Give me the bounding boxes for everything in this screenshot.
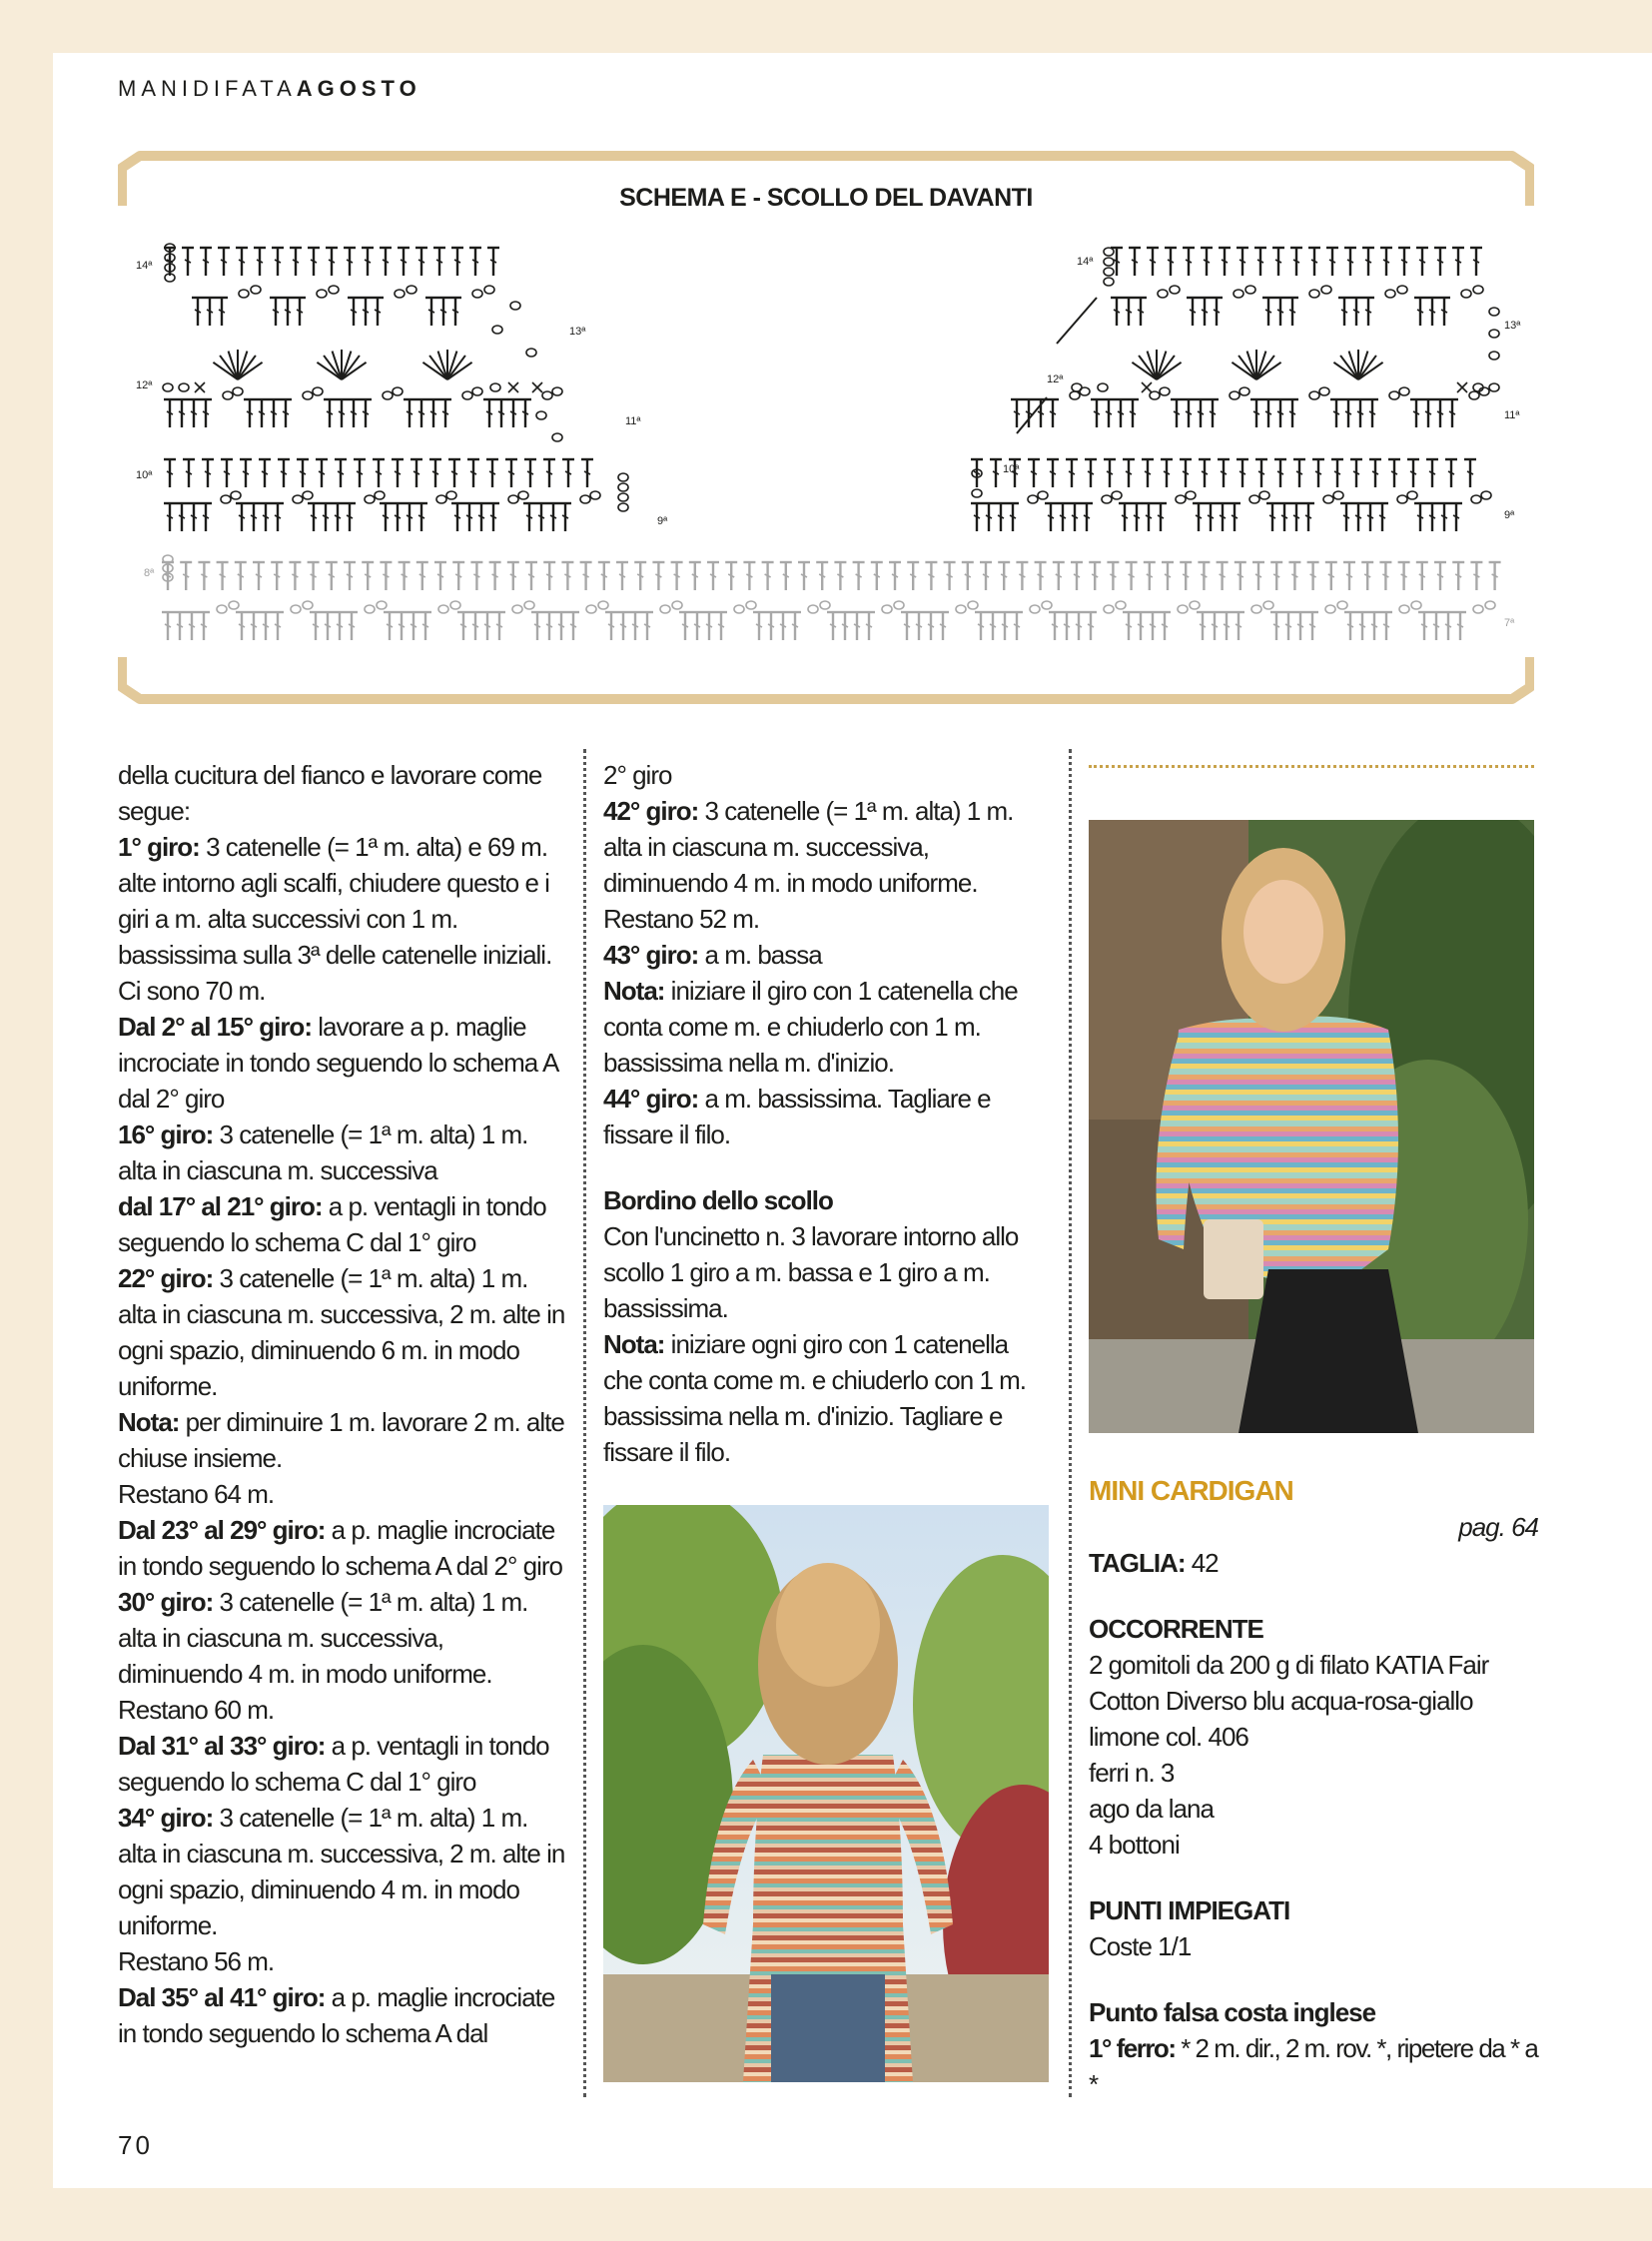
stitch-chain (462, 391, 472, 399)
stitch-chain (956, 605, 966, 613)
stitch-chain (446, 491, 456, 499)
stitch-chain (542, 391, 552, 399)
stitch-chain (1259, 491, 1269, 499)
stitch-chain (1072, 383, 1082, 391)
stitch-row-1: 1° ferro: * 2 m. dir., 2 m. rov. *, ripetere da * a * (1089, 2033, 1538, 2099)
spacer (1089, 1863, 1538, 1892)
row-label-8-left: 8ª (144, 567, 155, 579)
stitch-chain (1234, 290, 1243, 298)
row-label-11-right: 11ª (1504, 409, 1520, 421)
stitch-fan-ray (429, 356, 447, 379)
stitch-chain (1469, 391, 1479, 399)
size-line: TAGLIA: 42 (1089, 1548, 1219, 1578)
stitch-chain (1407, 491, 1417, 499)
stitch-chain (672, 601, 682, 609)
para-2-9: Nota: iniziare ogni giro con 1 catenella che conta come m. e chiuderlo con 1 m. bassissima nella m. d'inizio. Tagliare e fissare il filo. (603, 1329, 1027, 1467)
stitch-chain (313, 387, 323, 395)
stitch-chain (894, 601, 904, 609)
stitch-chain (1160, 387, 1170, 395)
row-label-9-mid: 9ª (657, 515, 668, 527)
spacer (1089, 1581, 1538, 1611)
magazine-name: MANIDIFATA (118, 76, 297, 101)
stitch-chain (1104, 278, 1114, 286)
stitch-chain (436, 495, 446, 503)
stitch-chain (317, 290, 327, 298)
row-label-13-right: 13ª (1504, 320, 1521, 332)
stitch-chain (1489, 308, 1499, 316)
stitch-chain (1116, 601, 1126, 609)
stitch-chain (1473, 605, 1483, 613)
stitch-chain (1178, 605, 1188, 613)
material-needles: ferri n. 3 (1089, 1758, 1175, 1788)
chart-title: SCHEMA E - SCOLLO DEL DAVANTI (619, 184, 1033, 212)
page-reference: pag. 64 (1458, 1512, 1538, 1542)
material-buttons: 4 bottoni (1089, 1830, 1180, 1860)
stitch-slip-line (1017, 397, 1047, 433)
stitch-chain (882, 605, 892, 613)
stitch-chain (291, 605, 301, 613)
stitch-single (1457, 382, 1467, 392)
stitch-chain (1309, 290, 1319, 298)
stitch-chain (1038, 491, 1048, 499)
para-1-1: 1° giro: 3 catenelle (= 1ª m. alta) e 69 m. alte intorno agli scalfi, chiudere questo e i giri a m. alta successivi con 1 m. bassissima sulla 3ª delle catenelle iniziali. (118, 832, 552, 970)
stitch-slip-line (1057, 298, 1097, 344)
stitch-symbols (118, 148, 1534, 707)
column-separator-1 (583, 749, 586, 2097)
stitch-chain (1399, 387, 1409, 395)
para-1-2: Ci sono 70 m. (118, 976, 266, 1006)
stitch-chain (1098, 383, 1108, 391)
column-1 (118, 757, 567, 2051)
para-1-10: 30° giro: 3 catenelle (= 1ª m. alta) 1 m. alta in ciascuna m. successiva, diminuendo 4 m. in modo uniforme. (118, 1587, 528, 1689)
stitch-chain (508, 495, 518, 503)
stitch-chain (1385, 290, 1395, 298)
stitch-chain (580, 495, 590, 503)
stitch-chain (1397, 495, 1407, 503)
stitch-chain (552, 387, 562, 395)
photo-front-view (1089, 820, 1534, 1433)
stitch-fan-ray (220, 356, 238, 379)
stitch-chain (1489, 383, 1499, 391)
row-label-11-mid: 11ª (625, 415, 641, 427)
stitch-chain (1030, 605, 1040, 613)
stitch-chain (618, 493, 628, 501)
stitch-chain (383, 391, 393, 399)
stitch-chain (808, 605, 818, 613)
stitch-chain (239, 290, 249, 298)
stitch-chain (618, 483, 628, 491)
stitch-chain (1389, 391, 1399, 399)
stitch-chain (450, 601, 460, 609)
stitch-chain (365, 605, 375, 613)
spacer (603, 1152, 1053, 1182)
pattern-title: MINI CARDIGAN (1089, 1475, 1293, 1506)
stitch-chain (393, 387, 403, 395)
stitch-fan-ray (238, 356, 256, 379)
material-yarn: 2 gomitoli da 200 g di filato KATIA Fair Cotton Diverso blu acqua-rosa-giallo limone col. 406 (1089, 1650, 1489, 1752)
para-1-12: Dal 31° al 33° giro: a p. ventagli in tondo seguendo lo schema C dal 1° giro (118, 1731, 549, 1797)
stitch-chain (1481, 491, 1491, 499)
para-2-8: Con l'uncinetto n. 3 lavorare intorno allo scollo 1 giro a m. bassa e 1 giro a m. bassissima. (603, 1221, 1019, 1323)
stitch-chain (1070, 391, 1080, 399)
running-head (118, 76, 421, 102)
stitch-chain (329, 286, 339, 294)
stitch-chain (1176, 495, 1186, 503)
stitch-chain (1319, 387, 1329, 395)
front-view-image (1089, 820, 1534, 1433)
stitch-chain (365, 495, 375, 503)
stitch-chain (1186, 491, 1196, 499)
stitch-chain (1112, 491, 1122, 499)
stitch-chain (375, 491, 385, 499)
stitch-chain (1104, 605, 1114, 613)
stitch-chain (1325, 605, 1335, 613)
stitch-chain (1461, 290, 1471, 298)
stitch-chain (438, 605, 448, 613)
stitch-chain (1333, 491, 1343, 499)
stitch-chain (590, 491, 600, 499)
stitch-chain (223, 391, 233, 399)
material-needle: ago da lana (1089, 1794, 1214, 1824)
row-label-9-right: 9ª (1504, 509, 1515, 521)
stitch-chain (1042, 601, 1052, 609)
stitch-chain (510, 302, 520, 310)
row-label-14-midright: 14ª (1077, 256, 1094, 268)
stitch-chain (1321, 286, 1331, 294)
para-2-4: Nota: iniziare il giro con 1 catenella che conta come m. e chiuderlo con 1 m. bassissima nella m. d'inizio. (603, 976, 1018, 1078)
row-label-12-left: 12ª (136, 379, 153, 391)
para-1-9: Dal 23° al 29° giro: a p. maglie incrociate in tondo seguendo lo schema A dal 2° giro (118, 1515, 562, 1581)
stitch-chain (1245, 286, 1255, 294)
stitch-single (508, 382, 518, 392)
row-label-10-midright: 10ª (1003, 463, 1020, 475)
stitch-single (532, 382, 542, 392)
stitch-fan-ray (447, 356, 465, 379)
stitch-chain (1411, 601, 1421, 609)
stitch-chain (1263, 601, 1273, 609)
stitch-chain (1399, 605, 1409, 613)
row-label-7-right: 7ª (1504, 617, 1515, 629)
stitch-fan-ray (1157, 356, 1175, 379)
stitch-chain (1158, 290, 1168, 298)
stitch-chain (1190, 601, 1200, 609)
stitches-heading: PUNTI IMPIEGATI (1089, 1895, 1290, 1925)
stitch-fan-ray (1256, 356, 1274, 379)
stitch-chain (1251, 605, 1261, 613)
row-label-12-midright: 12ª (1047, 374, 1064, 385)
row-label-10-left: 10ª (136, 469, 153, 481)
para-1-13: 34° giro: 3 catenelle (= 1ª m. alta) 1 m. alta in ciascuna m. successiva, 2 m. alte in ogni spazio, diminuendo 4 m. in modo uniforme. (118, 1803, 565, 1940)
para-1-0: della cucitura del fianco e lavorare come segue: (118, 760, 542, 826)
stitch-english-rib-heading: Punto falsa costa inglese (1089, 1997, 1376, 2027)
stitch-chain (552, 433, 562, 441)
stitch-fan-ray (324, 356, 342, 379)
stitch-chain (524, 601, 534, 609)
para-2-5: 44° giro: a m. bassissima. Tagliare e fissare il filo. (603, 1084, 991, 1149)
stitch-chain (377, 601, 387, 609)
stitch-chain (1102, 495, 1112, 503)
stitch-chain (407, 286, 416, 294)
para-1-8: Restano 64 m. (118, 1479, 275, 1509)
stitch-chain (221, 495, 231, 503)
stitch-chain (472, 290, 482, 298)
spacer (1089, 1964, 1538, 1994)
stitch-chain (746, 601, 756, 609)
stitch-chain (586, 605, 596, 613)
stitch-chain (303, 491, 313, 499)
stitch-chain (492, 326, 502, 334)
stitch-chain (1485, 601, 1495, 609)
stitch-chain (1489, 330, 1499, 338)
stitch-chain (217, 605, 227, 613)
section-heading-bordino: Bordino dello scollo (603, 1185, 833, 1215)
stitch-chain (1489, 352, 1499, 360)
para-1-5: dal 17° al 21° giro: a p. ventagli in tondo seguendo lo schema C dal 1° giro (118, 1191, 546, 1257)
back-view-image (603, 1505, 1049, 2082)
para-2-3: 43° giro: a m. bassa (603, 940, 822, 970)
gold-dotted-rule (1089, 765, 1534, 768)
stitch-chain (526, 349, 536, 357)
stitch-chain (231, 491, 241, 499)
column-3 (1089, 1473, 1538, 2102)
para-1-14: Restano 56 m. (118, 1946, 275, 1976)
column-2 (603, 757, 1053, 1470)
stitch-chain (490, 383, 500, 391)
stitch-chain (512, 605, 522, 613)
stitch-chain (303, 601, 313, 609)
stitch-ribbing: Coste 1/1 (1089, 1931, 1192, 1961)
stitch-chain (972, 489, 982, 497)
stitch-chain (163, 383, 173, 391)
stitch-fan-ray (1239, 356, 1256, 379)
row-label-13-mid: 13ª (569, 326, 586, 338)
stitch-fan-ray (342, 356, 360, 379)
stitch-chain (1473, 286, 1483, 294)
page-number: 70 (118, 2130, 153, 2160)
stitch-chain (303, 391, 313, 399)
para-1-6: 22° giro: 3 catenelle (= 1ª m. alta) 1 m. alta in ciascuna m. successiva, 2 m. alte in ogni spazio, diminuendo 6 m. in modo uniforme. (118, 1263, 565, 1401)
para-2-2: Restano 52 m. (603, 904, 760, 934)
stitch-chain (820, 601, 830, 609)
row-label-14-left: 14ª (136, 260, 153, 272)
stitch-chain (1323, 495, 1333, 503)
materials-heading: OCCORRENTE (1089, 1614, 1263, 1644)
stitch-chain (395, 290, 405, 298)
column-separator-2 (1069, 749, 1072, 2097)
stitch-chain (229, 601, 239, 609)
para-1-4: 16° giro: 3 catenelle (= 1ª m. alta) 1 m. alta in ciascuna m. successiva (118, 1120, 528, 1185)
para-1-11: Restano 60 m. (118, 1695, 275, 1725)
stitch-chain (472, 387, 482, 395)
stitch-chain (618, 473, 628, 481)
stitch-chain (233, 387, 243, 395)
stitch-single (1142, 382, 1152, 392)
stitch-fan-ray (1139, 356, 1157, 379)
issue-name: AGOSTO (296, 76, 421, 101)
stitch-chain (1239, 387, 1249, 395)
stitch-chain (1104, 258, 1114, 266)
crochet-chart (118, 148, 1534, 707)
photo-back-view (603, 1505, 1049, 2082)
stitch-chain (1028, 495, 1038, 503)
stitch-chain (179, 383, 189, 391)
stitch-chain (1104, 248, 1114, 256)
stitch-chain (660, 605, 670, 613)
stitch-chain (484, 286, 494, 294)
stitch-chain (1230, 391, 1239, 399)
stitch-chain (1170, 286, 1180, 294)
stitch-chain (251, 286, 261, 294)
stitch-chain (1397, 286, 1407, 294)
stitch-chain (518, 491, 528, 499)
stitch-fan-ray (1358, 356, 1376, 379)
para-1-15: Dal 35° al 41° giro: a p. maglie incrociate in tondo seguendo lo schema A dal (118, 1982, 555, 2048)
para-2-1: 42° giro: 3 catenelle (= 1ª m. alta) 1 m. alta in ciascuna m. successiva, diminuendo 4 m. in modo uniforme. (603, 796, 1014, 898)
stitch-chain (1471, 495, 1481, 503)
para-1-7: Nota: per diminuire 1 m. lavorare 2 m. alte chiuse insieme. (118, 1407, 564, 1473)
para-1-3: Dal 2° al 15° giro: lavorare a p. maglie incrociate in tondo seguendo lo schema A dal 2° giro (118, 1012, 557, 1114)
stitch-chain (1309, 391, 1319, 399)
stitch-single (195, 382, 205, 392)
stitch-chain (293, 495, 303, 503)
stitch-chain (536, 411, 546, 419)
stitch-chain (598, 601, 608, 609)
stitch-chain (1249, 495, 1259, 503)
stitch-chain (1337, 601, 1347, 609)
stitch-chain (618, 503, 628, 511)
para-2-0: 2° giro (603, 760, 672, 790)
stitch-fan-ray (1340, 356, 1358, 379)
stitch-chain (1104, 268, 1114, 276)
stitch-chain (734, 605, 744, 613)
stitch-chain (968, 601, 978, 609)
